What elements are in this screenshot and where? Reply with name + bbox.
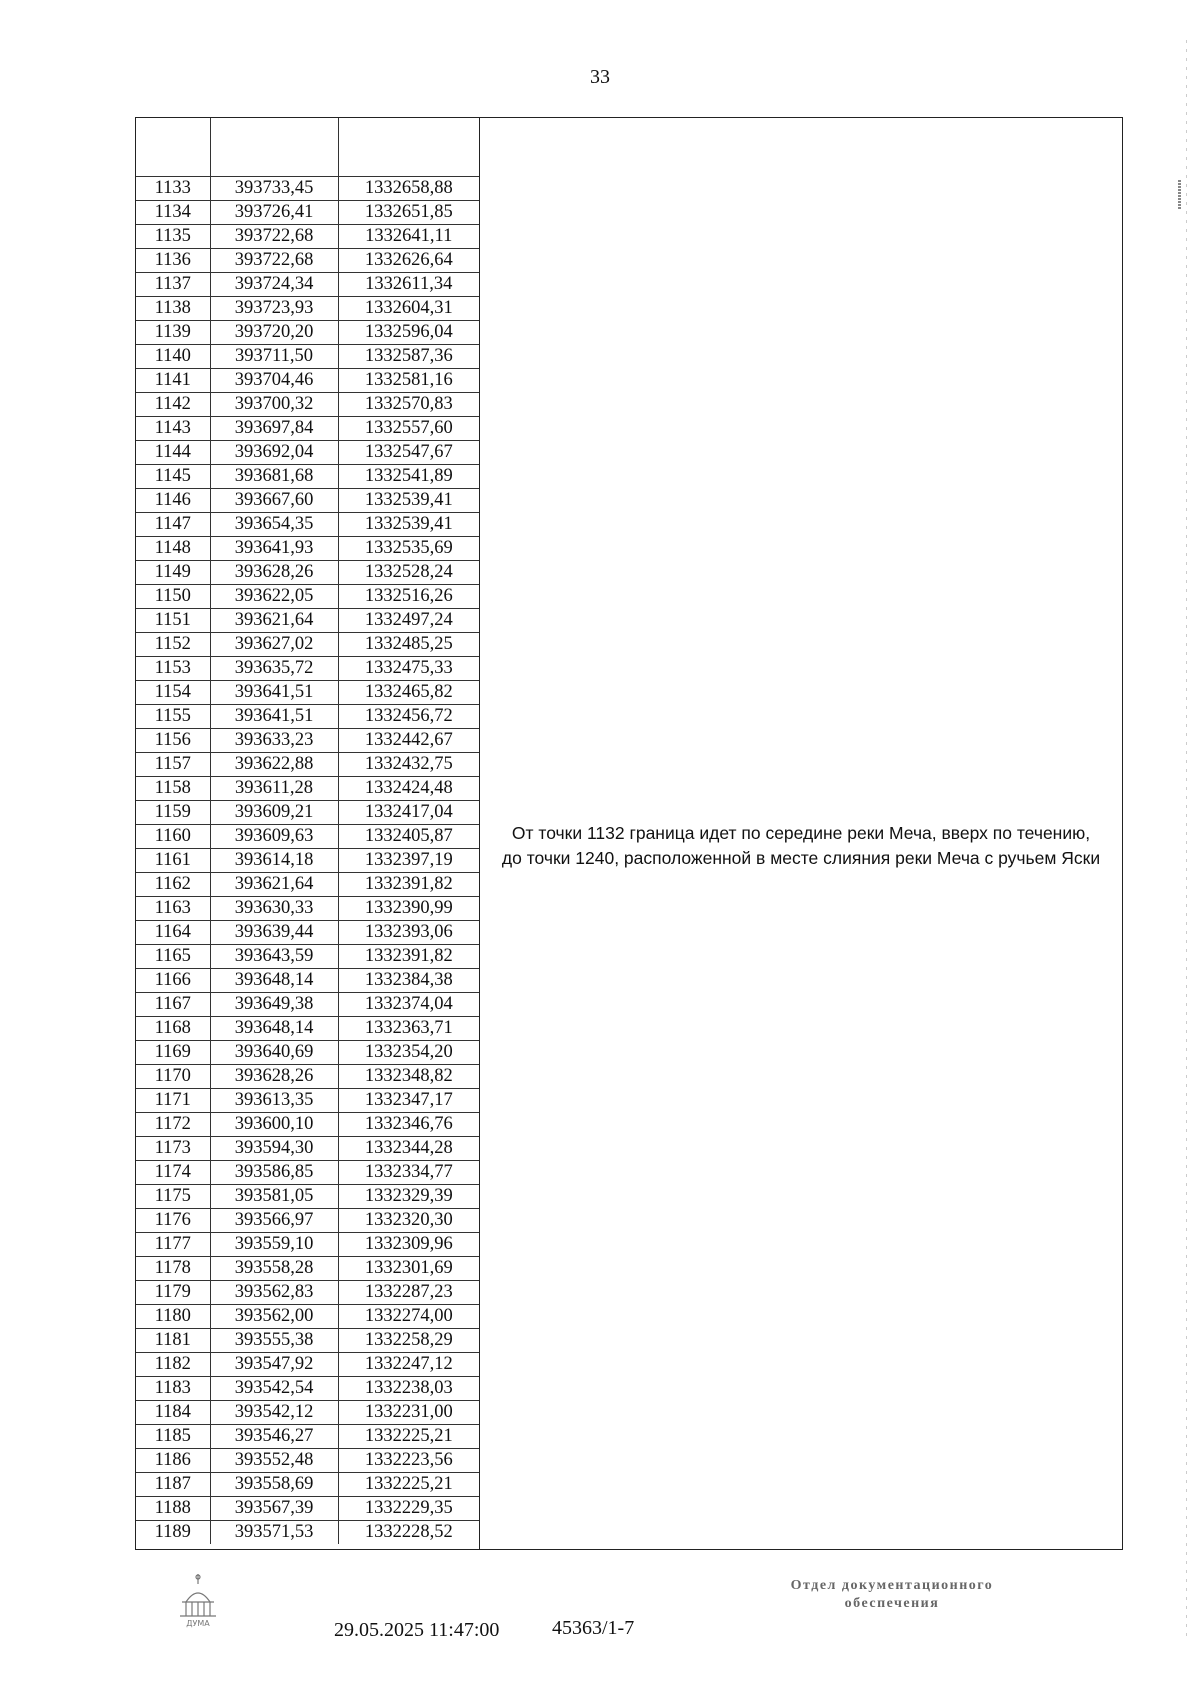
coord-x-cell: 393700,32 [210,393,338,417]
boundary-description: От точки 1132 граница идет по середине реки Меча, вверх по течению, до точки 1240, расположенной в месте слияния реки Меча с ручьем Яски [501,823,1101,868]
coord-y-cell: 1332424,48 [338,777,479,801]
header-cell-x [210,118,338,177]
coord-x-cell: 393542,12 [210,1401,338,1425]
point-number-cell: 1136 [136,249,210,273]
coord-x-cell: 393586,85 [210,1161,338,1185]
table-row [136,777,479,801]
coord-y-cell: 1332442,67 [338,729,479,753]
coord-x-cell: 393711,50 [210,345,338,369]
coord-y-cell: 1332228,52 [364,1522,453,1542]
coord-x-cell: 393722,68 [210,225,338,249]
table-row [136,897,479,921]
point-number-cell: 1157 [136,753,210,777]
point-number-cell: 1165 [136,945,210,969]
table-row [136,417,479,441]
table-row [136,825,479,849]
coord-y-cell: 1332658,88 [338,177,479,201]
table-row [136,1209,479,1233]
table-row [136,249,479,273]
table-row [136,1497,479,1521]
point-number-cell: 1172 [136,1113,210,1137]
coord-y-cell: 1332229,35 [338,1497,479,1521]
table-row [136,465,479,489]
table-header-row [136,118,479,177]
coord-y-cell: 1332528,24 [338,561,479,585]
coord-y-cell: 1332225,21 [338,1473,479,1497]
table-row [136,297,479,321]
coord-x-cell: 393581,05 [210,1185,338,1209]
header-cell-y [338,118,479,177]
coord-y-cell: 1332485,25 [338,633,479,657]
coord-y-cell: 1332465,82 [338,681,479,705]
coord-x-cell: 393641,51 [210,681,338,705]
point-number-cell: 1159 [136,801,210,825]
coord-x-cell: 393542,54 [210,1377,338,1401]
coord-y-cell: 1332581,16 [338,369,479,393]
coord-y-cell: 1332320,30 [338,1209,479,1233]
table-row [136,753,479,777]
point-number-cell: 1181 [136,1329,210,1353]
table-row [136,609,479,633]
point-number-cell: 1150 [136,585,210,609]
point-number-cell: 1185 [136,1425,210,1449]
table-row [136,1089,479,1113]
description-cell [480,118,1122,1549]
coord-x-cell: 393571,53 [210,1521,338,1545]
coord-x-cell: 393628,26 [210,561,338,585]
table-row [136,729,479,753]
table-row [136,921,479,945]
table-row [136,1401,479,1425]
table-row [136,1065,479,1089]
coord-x-cell: 393628,26 [210,1065,338,1089]
table-row [136,1473,479,1497]
point-number-cell: 1156 [136,729,210,753]
coord-x-cell: 393621,64 [210,873,338,897]
coord-y-cell: 1332535,69 [338,537,479,561]
point-number-cell: 1133 [136,177,210,201]
table-row [136,369,479,393]
point-number-cell: 1184 [136,1401,210,1425]
point-number-cell: 1135 [136,225,210,249]
point-number-cell: 1170 [136,1065,210,1089]
coord-y-cell: 1332587,36 [338,345,479,369]
point-number-cell: 1188 [136,1497,210,1521]
coord-y-cell: 1332347,17 [338,1089,479,1113]
point-number-cell: 1187 [136,1473,210,1497]
emblem-label: ДУМА [186,1619,210,1628]
table-row [136,1353,479,1377]
coord-x-cell: 393643,59 [210,945,338,969]
table-row [136,1257,479,1281]
coord-x-cell: 393630,33 [210,897,338,921]
table-row [136,705,479,729]
coord-y-cell: 1332516,26 [338,585,479,609]
table-row [136,633,479,657]
coord-y-cell: 1332374,04 [338,993,479,1017]
coord-x-cell: 393558,69 [210,1473,338,1497]
coord-y-cell: 1332287,23 [338,1281,479,1305]
coord-x-cell: 393641,51 [210,705,338,729]
point-number-cell: 1141 [136,369,210,393]
coord-x-cell: 393546,27 [210,1425,338,1449]
point-number-cell: 1189 [136,1521,210,1545]
coord-y-cell: 1332258,29 [338,1329,479,1353]
coord-x-cell: 393621,64 [210,609,338,633]
coord-y-cell: 1332539,41 [338,513,479,537]
coord-y-cell: 1332539,41 [338,489,479,513]
coord-y-cell: 1332274,00 [338,1305,479,1329]
coord-x-cell: 393558,28 [210,1257,338,1281]
point-number-cell: 1177 [136,1233,210,1257]
coord-y-cell: 1332611,34 [338,273,479,297]
duma-emblem-icon [178,1572,218,1632]
coord-y-cell: 1332393,06 [338,921,479,945]
coord-x-cell: 393627,02 [210,633,338,657]
point-number-cell: 1149 [136,561,210,585]
point-number-cell: 1148 [136,537,210,561]
table-row [136,1281,479,1305]
department-stamp [732,1577,1052,1613]
coord-x-cell: 393648,14 [210,1017,338,1041]
point-number-cell: 1143 [136,417,210,441]
coord-y-cell: 1332391,82 [338,873,479,897]
point-number-cell: 1176 [136,1209,210,1233]
table-row [136,441,479,465]
coord-x-cell: 393562,83 [210,1281,338,1305]
point-number-cell: 1160 [136,825,210,849]
coord-x-cell: 393724,34 [210,273,338,297]
department-line-1: Отдел документационного [790,1578,994,1593]
coord-x-cell: 393600,10 [210,1113,338,1137]
coord-x-cell: 393692,04 [210,441,338,465]
point-number-cell: 1171 [136,1089,210,1113]
point-number-cell: 1180 [136,1305,210,1329]
point-number-cell: 1146 [136,489,210,513]
coord-y-cell: 1332348,82 [338,1065,479,1089]
coord-y-cell: 1332557,60 [338,417,479,441]
coord-y-cell: 1332626,64 [338,249,479,273]
point-number-cell: 1182 [136,1353,210,1377]
coord-x-cell: 393559,10 [210,1233,338,1257]
coord-y-cell: 1332363,71 [338,1017,479,1041]
table-row [136,801,479,825]
point-number-cell: 1168 [136,1017,210,1041]
coord-y-cell: 1332225,21 [338,1425,479,1449]
point-number-cell: 1153 [136,657,210,681]
point-number-cell: 1174 [136,1161,210,1185]
point-number-cell: 1138 [136,297,210,321]
coord-x-cell: 393633,23 [210,729,338,753]
coord-x-cell: 393722,68 [210,249,338,273]
table-row [136,1305,479,1329]
coord-y-cell: 1332247,12 [338,1353,479,1377]
coord-y-cell: 1332223,56 [338,1449,479,1473]
table-row [136,1113,479,1137]
coord-x-cell: 393562,00 [210,1305,338,1329]
coord-y-cell: 1332354,20 [338,1041,479,1065]
coord-x-cell: 393566,97 [210,1209,338,1233]
table-row [136,681,479,705]
coord-y-cell: 1332405,87 [338,825,479,849]
table-row [136,969,479,993]
point-number-cell: 1175 [136,1185,210,1209]
point-number-cell: 1140 [136,345,210,369]
point-number-cell: 1163 [136,897,210,921]
point-number-cell: 1134 [136,201,210,225]
point-number-cell: 1154 [136,681,210,705]
point-number-cell: 1151 [136,609,210,633]
table-row [136,1233,479,1257]
coord-y-cell: 1332334,77 [338,1161,479,1185]
coord-y-cell: 1332231,00 [338,1401,479,1425]
table-row [136,1425,479,1449]
coord-x-cell: 393641,93 [210,537,338,561]
point-number-cell: 1161 [136,849,210,873]
coord-x-cell: 393555,38 [210,1329,338,1353]
coord-x-cell: 393639,44 [210,921,338,945]
coord-y-cell: 1332497,24 [338,609,479,633]
coord-y-cell: 1332301,69 [338,1257,479,1281]
table-row [136,537,479,561]
coord-y-cell: 1332329,39 [338,1185,479,1209]
coord-y-cell: 1332541,89 [338,465,479,489]
coord-x-cell: 393611,28 [210,777,338,801]
coord-x-cell: 393648,14 [210,969,338,993]
coord-x-cell: 393609,21 [210,801,338,825]
point-number-cell: 1162 [136,873,210,897]
coord-x-cell: 393640,69 [210,1041,338,1065]
coord-x-cell: 393567,39 [210,1497,338,1521]
table-row [136,273,479,297]
coord-x-cell: 393613,35 [210,1089,338,1113]
coord-y-cell: 1332604,31 [338,297,479,321]
coord-y-cell: 1332547,67 [338,441,479,465]
point-number-cell: 1164 [136,921,210,945]
point-number-cell: 1145 [136,465,210,489]
header-cell-point [136,118,210,177]
department-line-2: обеспечения [844,1596,940,1611]
page-number: 33 [590,66,610,88]
table-row [136,1041,479,1065]
coord-x-cell: 393609,63 [210,825,338,849]
coord-x-cell: 393720,20 [210,321,338,345]
point-number-cell: 1155 [136,705,210,729]
table-row [136,345,479,369]
coord-x-cell: 393594,30 [210,1137,338,1161]
footer-date: 29.05.2025 11:47:00 [334,1619,500,1641]
table-row [136,321,479,345]
coord-x-cell: 393622,05 [210,585,338,609]
coord-y-cell: 1332651,85 [338,201,479,225]
table-row [136,1377,479,1401]
coord-x-cell: 393654,35 [210,513,338,537]
coordinates-table [136,118,479,1544]
coord-y-cell: 1332309,96 [338,1233,479,1257]
table-row [136,993,479,1017]
point-number-cell: 1179 [136,1281,210,1305]
coord-x-cell: 393622,88 [210,753,338,777]
coord-x-cell: 393667,60 [210,489,338,513]
coord-y-cell: 1332417,04 [338,801,479,825]
boundary-table [135,117,1123,1550]
table-row [136,177,479,201]
table-row [136,657,479,681]
coord-y-cell: 1332641,11 [338,225,479,249]
table-row [136,1521,479,1545]
coord-x-cell: 393681,68 [210,465,338,489]
coord-x-cell: 393552,48 [210,1449,338,1473]
point-number-cell: 1139 [136,321,210,345]
coord-x-cell: 393649,38 [210,993,338,1017]
table-row [136,1161,479,1185]
table-row [136,513,479,537]
coord-x-cell: 393614,18 [210,849,338,873]
point-number-cell: 1142 [136,393,210,417]
coord-y-cell: 1332432,75 [338,753,479,777]
coord-y-cell: 1332456,72 [338,705,479,729]
coord-x-cell: 393704,46 [210,369,338,393]
table-row [136,585,479,609]
table-row [136,225,479,249]
table-row [136,561,479,585]
point-number-cell: 1147 [136,513,210,537]
point-number-cell: 1173 [136,1137,210,1161]
point-number-cell: 1152 [136,633,210,657]
point-number-cell: 1158 [136,777,210,801]
coord-y-cell: 1332397,19 [338,849,479,873]
table-row [136,489,479,513]
table-row [136,1449,479,1473]
table-row [136,1329,479,1353]
coord-x-cell: 393697,84 [210,417,338,441]
coord-y-cell: 1332596,04 [338,321,479,345]
point-number-cell: 1144 [136,441,210,465]
point-number-cell: 1137 [136,273,210,297]
coord-y-cell: 1332346,76 [338,1113,479,1137]
coord-y-cell: 1332390,99 [338,897,479,921]
coord-x-cell: 393723,93 [210,297,338,321]
footer-doc-number: 45363/1-7 [552,1617,635,1639]
coord-y-cell: 1332344,28 [338,1137,479,1161]
coord-y-cell: 1332391,82 [338,945,479,969]
table-row [136,1137,479,1161]
table-row [136,393,479,417]
table-row [136,1017,479,1041]
coord-y-cell: 1332570,83 [338,393,479,417]
coord-x-cell: 393733,45 [210,177,338,201]
coord-y-cell: 1332384,38 [338,969,479,993]
coordinates-column [136,118,480,1549]
margin-scan-line [1186,40,1187,1640]
coord-x-cell: 393547,92 [210,1353,338,1377]
coord-x-cell: 393635,72 [210,657,338,681]
table-row [136,201,479,225]
margin-scan-mark [1178,180,1181,210]
table-row [136,1185,479,1209]
point-number-cell: 1186 [136,1449,210,1473]
table-row [136,945,479,969]
point-number-cell: 1167 [136,993,210,1017]
coord-y-cell: 1332475,33 [338,657,479,681]
coord-y-cell: 1332238,03 [338,1377,479,1401]
table-row [136,873,479,897]
table-row [136,849,479,873]
coord-x-cell: 393726,41 [210,201,338,225]
point-number-cell: 1166 [136,969,210,993]
point-number-cell: 1183 [136,1377,210,1401]
point-number-cell: 1178 [136,1257,210,1281]
point-number-cell: 1169 [136,1041,210,1065]
